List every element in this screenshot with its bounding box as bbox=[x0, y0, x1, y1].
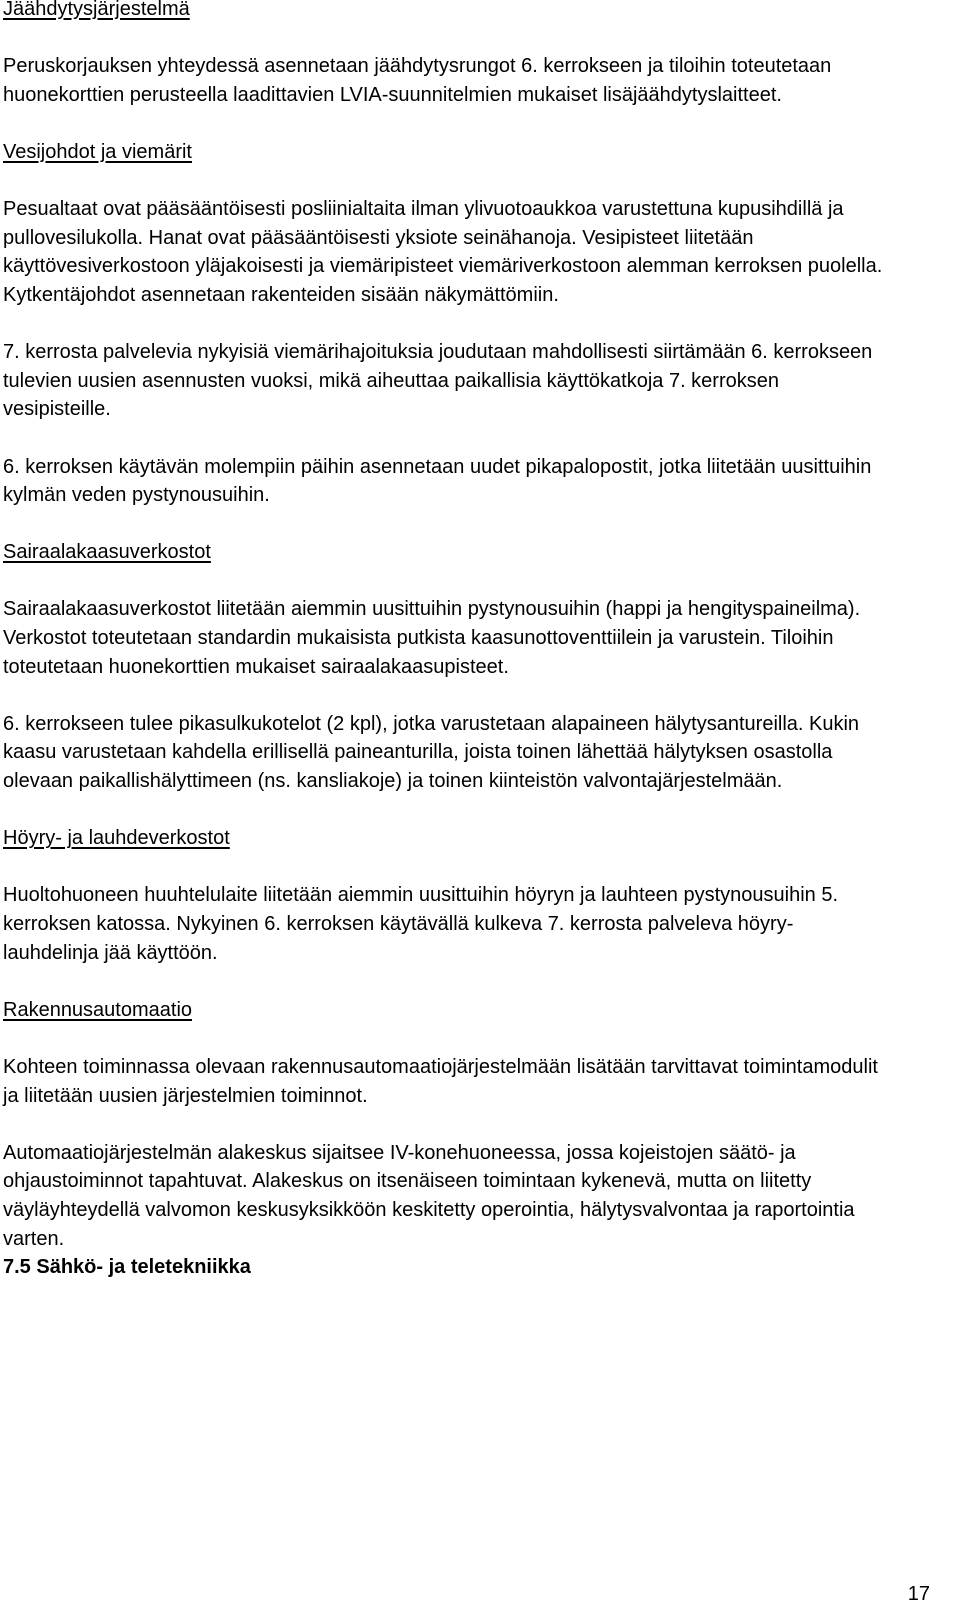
section-heading: Rakennusautomaatio bbox=[3, 998, 193, 1021]
page-number: 17 bbox=[907, 1583, 930, 1605]
paragraph: Huoltohuoneen huuhtelulaite liitetään aiemmin uusittuihin höyryn ja lauhteen pystynousuihin 5. kerroksen katossa. Nykyinen 6. kerroksen käytävällä kulkeva 7. kerrosta palveleva höyry-lauhdelinja jää käyttöön. bbox=[3, 884, 838, 964]
section-water-sewer bbox=[3, 138, 883, 510]
paragraph: 6. kerrokseen tulee pikasulkukotelot (2 kpl), jotka varustetaan alapaineen hälytysantureilla. Kukin kaasu varustetaan kahdella erillisellä paineanturilla, joista toinen lähettää hälytyksen osastolla olevaan paikallishälyttimeen (ns. kansliakoje) ja toinen kiinteistön valvontajärjestelmään. bbox=[3, 712, 860, 793]
paragraph: 6. kerroksen käytävän molempiin päihin asennetaan uudet pikapalopostit, jotka liitetään uusittuihin kylmän veden pystynousuihin. bbox=[3, 455, 872, 507]
paragraph: Sairaalakaasuverkostot liitetään aiemmin uusittuihin pystynousuihin (happi ja hengityspaineilma). Verkostot toteutetaan standardin mukaisista putkista kaasunottoventtiilein ja varustein. Tiloihin toteutetaan huonekorttien mukaiset sairaalakaasupisteet. bbox=[3, 598, 861, 678]
section-heading: Höyry- ja lauhdeverkostot bbox=[3, 827, 230, 850]
paragraph: Automaatiojärjestelmän alakeskus sijaitsee IV-konehuoneessa, jossa kojeistojen säätö- ja ohjaustoiminnot tapahtuvat. Alakeskus on itsenäiseen toimintaan kykenevä, mutta on liitetty väyläyhteydellä valvomon keskusyksikköön keskitetty operointia, hälytysvalvontaa ja raportointia varten. bbox=[3, 1141, 855, 1250]
document-page bbox=[3, 0, 883, 1282]
section-heading: Vesijohdot ja viemärit bbox=[3, 140, 192, 163]
section-building-automation bbox=[3, 996, 883, 1253]
paragraph: Peruskorjauksen yhteydessä asennetaan jäähdytysrungot 6. kerrokseen ja tiloihin toteutetaan huonekorttien perusteella laadittavien LVIA-suunnitelmien mukaiset lisäjäähdytyslaitteet. bbox=[3, 55, 832, 106]
section-steam-condensate bbox=[3, 824, 883, 967]
paragraph: Pesualtaat ovat pääsääntöisesti posliinialtaita ilman ylivuotoaukkoa varustettuna kupusihdillä ja pullovesilukolla. Hanat ovat pääsääntöisesti yksiote seinähanoja. Vesipisteet liitetään käyttövesiverkostoon yläjakoisesti ja viemäripisteet viemäriverkostoon alemman kerroksen puolella. Kytkentäjohdot asennetaan rakenteiden sisään näkymättömiin. bbox=[3, 198, 883, 306]
paragraph: Kohteen toiminnassa olevaan rakennusautomaatiojärjestelmään lisätään tarvittavat toimintamodulit ja liitetään uusien järjestelmien toiminnot. bbox=[3, 1055, 878, 1107]
paragraph: 7. kerrosta palvelevia nykyisiä viemärihajoituksia joudutaan mahdollisesti siirtämään 6. kerrokseen tulevien uusien asennusten vuoksi, mikä aiheuttaa paikallisia käyttökatkoja 7. kerroksen vesipisteille. bbox=[3, 341, 873, 421]
section-heading: Jäähdytysjärjestelmä bbox=[3, 0, 190, 20]
chapter-subheading: 7.5 Sähkö- ja teletekniikka bbox=[3, 1256, 251, 1279]
section-cooling bbox=[3, 0, 883, 109]
section-heading: Sairaalakaasuverkostot bbox=[3, 541, 211, 564]
section-medical-gas bbox=[3, 538, 883, 795]
